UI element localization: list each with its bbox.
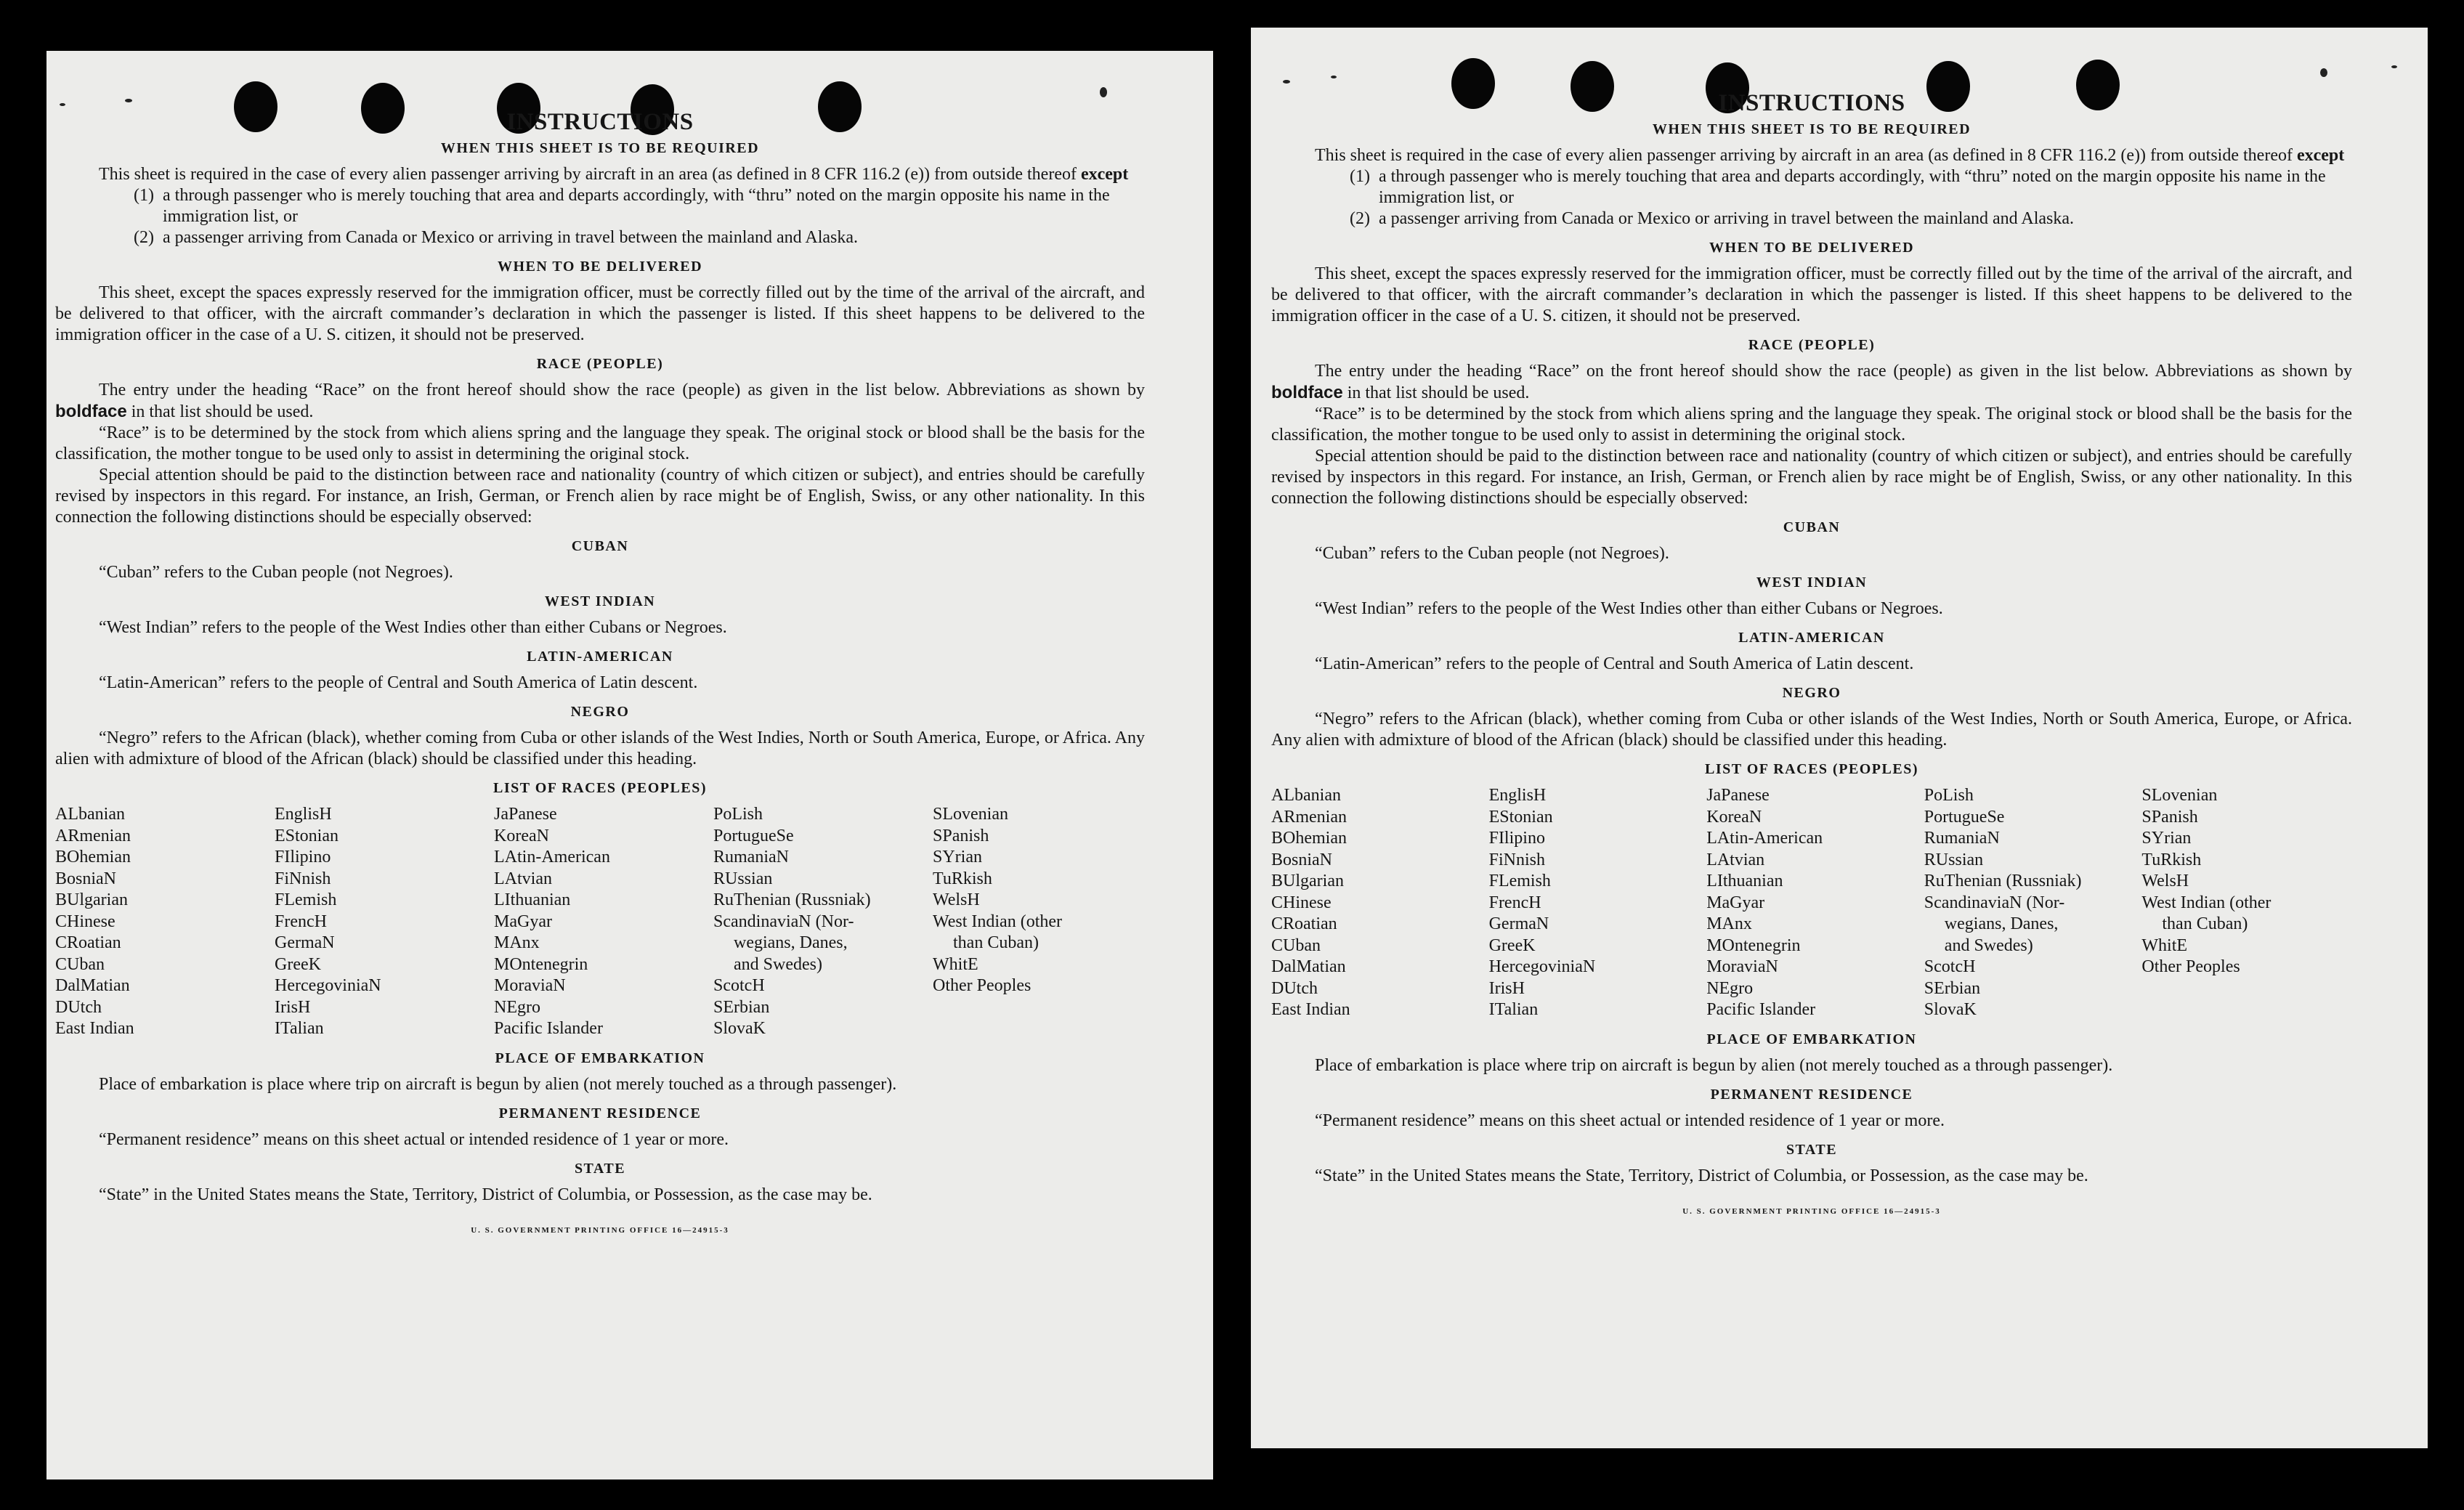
race-paragraph-1: The entry under the heading “Race” on the front hereof should show the race (people) as given in the list below. Abbreviations as shown by boldface in that list should be used. [1271,362,2352,402]
residence-text: “Permanent residence” means on this sheet actual or intended residence of 1 year or more. [99,1129,729,1149]
race-entry: GreeK [275,954,321,974]
section-heading-required: WHEN THIS SHEET IS TO BE REQUIRED [1652,121,1971,137]
race-entry: KoreaN [494,826,549,845]
race-entry: ARmenian [55,826,131,845]
race-entry: SlovaK [1924,1000,1977,1019]
scan-speck [2320,68,2327,77]
race-entry: West Indian (other [2141,893,2272,912]
race-entry: SYrian [2141,829,2192,848]
races-column-5 [933,804,1145,1040]
race-paragraph-2: “Race” is to be determined by the stock from which aliens spring and the language they speak. The original stock or blood shall be the basis for the classification, the mother tongue to be used only to assist in determining the original stock. [55,423,1145,463]
race-entry: NEgro [1706,978,1754,998]
race-entry: RuThenian (Russniak) [1924,872,2082,890]
race-entry: Other Peoples [933,976,1032,995]
race-entry: FIlipino [275,848,331,866]
delivered-text: This sheet, except the spaces expressly reserved for the immigration officer, must be correctly filled out by the time of the arrival of the aircraft, and be delivered to that officer, with the aircraft commander’s declaration in which the passenger is listed. If this sheet happens to be delivered to the immigration officer in the case of a U. S. citizen, it should not be preserved. [55,283,1145,344]
race-entry: Other Peoples [2141,957,2240,976]
race-entry: LIthuanian [1706,872,1783,890]
race-entry: WelsH [933,890,980,909]
races-list [1271,785,2352,1021]
scan-speck [1283,80,1290,84]
races-list [55,804,1145,1040]
race-entry: BOhemian [1271,829,1347,848]
printing-office-footer: U. S. GOVERNMENT PRINTING OFFICE 16—24915-3 [471,1225,729,1235]
section-heading-latin-american: LATIN-AMERICAN [527,649,673,665]
race-entry: SlovaK [713,1019,766,1038]
cuban-text: “Cuban” refers to the Cuban people (not Negroes). [1315,544,1669,563]
required-exception-2: (2) a passenger arriving from Canada or Mexico or arriving in travel between the mainland and Alaska. [134,228,858,247]
race-entry: CHinese [1271,893,1332,912]
race-entry: MaGyar [1706,893,1765,912]
section-heading-state: STATE [574,1160,626,1177]
race-entry: CHinese [55,912,115,931]
race-entry: EStonian [1488,807,1553,827]
scan-speck [1331,76,1337,78]
race-paragraph-1: The entry under the heading “Race” on the front hereof should show the race (people) as given in the list below. Abbreviations as shown by boldface in that list should be used. [55,381,1145,421]
race-entry: MOntenegrin [1706,935,1801,955]
race-entry: CUban [1271,935,1321,955]
race-entry: EnglisH [275,805,332,824]
section-heading-residence: PERMANENT RESIDENCE [498,1105,702,1121]
document-scan-right [1251,28,2428,1448]
section-heading-negro: NEGRO [1782,685,1841,701]
race-entry: LAtin-American [1706,829,1823,848]
section-heading-residence: PERMANENT RESIDENCE [1710,1086,1913,1103]
latin-american-text: “Latin-American” refers to the people of Central and South America of Latin descent. [1315,654,1914,673]
race-entry: LAtvian [494,869,552,888]
section-heading-required: WHEN THIS SHEET IS TO BE REQUIRED [440,140,760,156]
race-entry: FLemish [275,890,337,909]
race-entry: CUban [55,954,105,974]
section-heading-state: STATE [1786,1141,1838,1158]
races-column-4 [713,804,925,1040]
printing-office-footer: U. S. GOVERNMENT PRINTING OFFICE 16—24915-3 [1682,1206,1941,1216]
scan-speck [60,103,65,106]
scan-speck [125,99,132,102]
race-entry: PortugueSe [1924,807,2005,827]
race-entry: ScotcH [713,976,765,995]
race-entry: RumaniaN [713,848,789,866]
race-entry: FLemish [1488,872,1551,890]
races-column-4 [1924,785,2135,1021]
race-entry: SPanish [933,826,989,845]
race-entry: SLovenian [933,805,1008,824]
race-entry: ITalian [1488,1000,1539,1019]
west-indian-text: “West Indian” refers to the people of the West Indies other than either Cubans or Negroes. [99,618,727,637]
race-entry: JaPanese [494,805,557,824]
cuban-text: “Cuban” refers to the Cuban people (not Negroes). [99,563,453,582]
race-paragraph-3: Special attention should be paid to the distinction between race and nationality (country of which citizen or subject), and entries should be carefully revised by inspectors in this regard. For instance, an Irish, German, or French alien by race might be of English, Swiss, or any other nationality. In this connection the following distinctions should be especially observed: [55,466,1145,527]
races-column-1 [55,804,267,1040]
races-column-3 [1706,785,1917,1021]
section-heading-races-list: LIST OF RACES (PEOPLES) [493,780,707,796]
race-entry: East Indian [1271,1000,1350,1019]
races-column-3 [494,804,706,1040]
race-entry: SErbian [1924,978,1981,998]
race-entry: IrisH [1488,978,1525,998]
state-text: “State” in the United States means the State, Territory, District of Columbia, or Possession, as the case may be. [99,1185,872,1204]
race-entry: MoraviaN [494,976,566,995]
race-entry: RuThenian (Russniak) [713,890,871,909]
race-entry: RUssian [713,869,773,888]
document-scan-left [46,51,1213,1479]
race-entry: CRoatian [1271,914,1337,933]
race-entry: FiNnish [1488,850,1545,869]
race-entry: East Indian [55,1019,134,1038]
race-entry: NEgro [494,997,540,1017]
race-entry: RumaniaN [1924,829,2000,848]
race-entry: BOhemian [55,848,131,866]
race-entry: ARmenian [1271,807,1347,827]
race-entry: EnglisH [1488,786,1547,805]
state-text: “State” in the United States means the State, Territory, District of Columbia, or Possession, as the case may be. [1315,1166,2088,1185]
west-indian-text: “West Indian” refers to the people of the West Indies other than either Cubans or Negroes. [1315,599,1943,618]
race-entry: and Swedes) [1944,935,2033,955]
section-heading-delivered: WHEN TO BE DELIVERED [1709,240,1915,256]
race-entry: FIlipino [1488,829,1545,848]
race-entry: PortugueSe [713,826,794,845]
section-heading-race: RACE (PEOPLE) [536,356,664,372]
race-entry: MOntenegrin [494,954,588,974]
race-entry: CRoatian [55,933,121,952]
document-title: INSTRUCTIONS [1718,90,1905,116]
race-entry: ScandinaviaN (Nor- [1924,893,2065,912]
race-entry: Pacific Islander [494,1019,603,1038]
section-heading-west-indian: WEST INDIAN [544,593,656,609]
race-entry: DUtch [55,997,102,1017]
race-entry: FrencH [1488,893,1541,912]
residence-text: “Permanent residence” means on this sheet actual or intended residence of 1 year or more. [1315,1111,1945,1130]
race-entry: ScotcH [1924,957,1976,976]
race-entry: WhitE [2141,935,2188,955]
race-entry: BosniaN [1271,850,1332,869]
negro-text: “Negro” refers to the African (black), whether coming from Cuba or other islands of the West Indies, North or South America, Europe, or Africa. Any alien with admixture of blood of the African (black) should be classified under this heading. [55,728,1145,768]
race-entry: West Indian (other [933,912,1063,931]
instruction-document [55,109,1145,1235]
section-heading-west-indian: WEST INDIAN [1756,575,1868,590]
race-entry: BosniaN [55,869,116,888]
race-entry: MAnx [494,933,540,952]
section-heading-delivered: WHEN TO BE DELIVERED [497,259,703,275]
race-entry: than Cuban) [953,933,1039,952]
race-entry: PoLish [713,805,763,824]
race-entry: SYrian [933,848,982,866]
race-entry: BUlgarian [55,890,128,909]
race-entry: MAnx [1706,914,1752,933]
race-entry: RUssian [1924,850,1984,869]
delivered-text: This sheet, except the spaces expressly reserved for the immigration officer, must be correctly filled out by the time of the arrival of the aircraft, and be delivered to that officer, with the aircraft commander’s declaration in which the passenger is listed. If this sheet happens to be delivered to the immigration officer in the case of a U. S. citizen, it should not be preserved. [1271,264,2352,325]
race-paragraph-2: “Race” is to be determined by the stock from which aliens spring and the language they speak. The original stock or blood shall be the basis for the classification, the mother tongue to be used only to assist in determining the original stock. [1271,405,2352,445]
race-entry: PoLish [1924,786,1974,805]
race-entry: IrisH [275,997,311,1017]
race-entry: GreeK [1488,935,1536,955]
scan-speck [2391,65,2397,68]
race-entry: Pacific Islander [1706,1000,1816,1019]
race-entry: SErbian [713,997,770,1017]
negro-text: “Negro” refers to the African (black), whether coming from Cuba or other islands of the West Indies, North or South America, Europe, or Africa. Any alien with admixture of blood of the African (black) should be classified under this heading. [1271,710,2352,750]
required-intro: This sheet is required in the case of every alien passenger arriving by aircraft in an area (as defined in 8 CFR 116.2 (e)) from outside thereof except [99,165,1129,184]
races-column-2 [1489,785,1700,1021]
race-entry: WelsH [2141,872,2189,890]
section-heading-races-list: LIST OF RACES (PEOPLES) [1704,761,1918,777]
section-heading-cuban: CUBAN [1783,519,1841,535]
latin-american-text: “Latin-American” refers to the people of Central and South America of Latin descent. [99,673,698,692]
race-entry: ALbanian [1271,786,1341,805]
races-column-5 [2141,785,2352,1021]
race-entry: than Cuban) [2162,914,2248,933]
race-entry: FrencH [275,912,327,931]
race-entry: HercegoviniaN [1488,957,1596,976]
embarkation-text: Place of embarkation is place where trip on aircraft is begun by alien (not merely touched as a through passenger). [99,1074,897,1094]
race-entry: JaPanese [1706,786,1770,805]
race-paragraph-3: Special attention should be paid to the distinction between race and nationality (country of which citizen or subject), and entries should be carefully revised by inspectors in this regard. For instance, an Irish, German, or French alien by race might be of English, Swiss, or any other nationality. In this connection the following distinctions should be especially observed: [1271,447,2352,508]
race-entry: KoreaN [1706,807,1762,827]
instruction-document [1271,90,2352,1216]
race-entry: LAtvian [1706,850,1765,869]
race-entry: MoraviaN [1706,957,1778,976]
race-entry: LIthuanian [494,890,571,909]
race-entry: TuRkish [933,869,992,888]
document-title: INSTRUCTIONS [506,109,694,135]
required-exception-1: (1) a through passenger who is merely touching that area and departs accordingly, with “thru” noted on the margin opposite his name in the immigration list, or [1350,167,2326,207]
required-exception-2: (2) a passenger arriving from Canada or Mexico or arriving in travel between the mainland and Alaska. [1350,209,2074,228]
race-entry: BUlgarian [1271,872,1344,890]
race-entry: WhitE [933,954,978,974]
race-entry: ITalian [275,1019,324,1038]
race-entry: wegians, Danes, [1944,914,2059,933]
races-column-2 [275,804,487,1040]
races-column-1 [1271,785,1482,1021]
section-heading-negro: NEGRO [570,704,630,720]
required-intro: This sheet is required in the case of every alien passenger arriving by aircraft in an area (as defined in 8 CFR 116.2 (e)) from outside thereof except [1315,146,2345,165]
race-entry: SPanish [2141,807,2198,827]
embarkation-text: Place of embarkation is place where trip on aircraft is begun by alien (not merely touched as a through passenger). [1315,1055,2113,1075]
section-heading-latin-american: LATIN-AMERICAN [1738,630,1885,646]
section-heading-embarkation: PLACE OF EMBARKATION [495,1050,705,1066]
section-heading-cuban: CUBAN [571,538,629,554]
race-entry: ALbanian [55,805,125,824]
race-entry: HercegoviniaN [275,976,381,995]
race-entry: FiNnish [275,869,331,888]
required-exception-1: (1) a through passenger who is merely touching that area and departs accordingly, with “thru” noted on the margin opposite his name in the immigration list, or [134,186,1110,226]
race-entry: GermaN [1488,914,1549,933]
race-entry: MaGyar [494,912,552,931]
race-entry: GermaN [275,933,335,952]
race-entry: ScandinaviaN (Nor- [713,912,854,931]
section-heading-embarkation: PLACE OF EMBARKATION [1706,1031,1917,1047]
race-entry: LAtin-American [494,848,610,866]
race-entry: EStonian [275,826,339,845]
scan-speck [1100,87,1107,97]
section-heading-race: RACE (PEOPLE) [1748,337,1876,353]
race-entry: wegians, Danes, [734,933,848,952]
race-entry: DalMatian [55,976,130,995]
race-entry: DUtch [1271,978,1318,998]
race-entry: and Swedes) [734,954,822,974]
race-entry: SLovenian [2141,786,2218,805]
race-entry: DalMatian [1271,957,1346,976]
race-entry: TuRkish [2141,850,2202,869]
